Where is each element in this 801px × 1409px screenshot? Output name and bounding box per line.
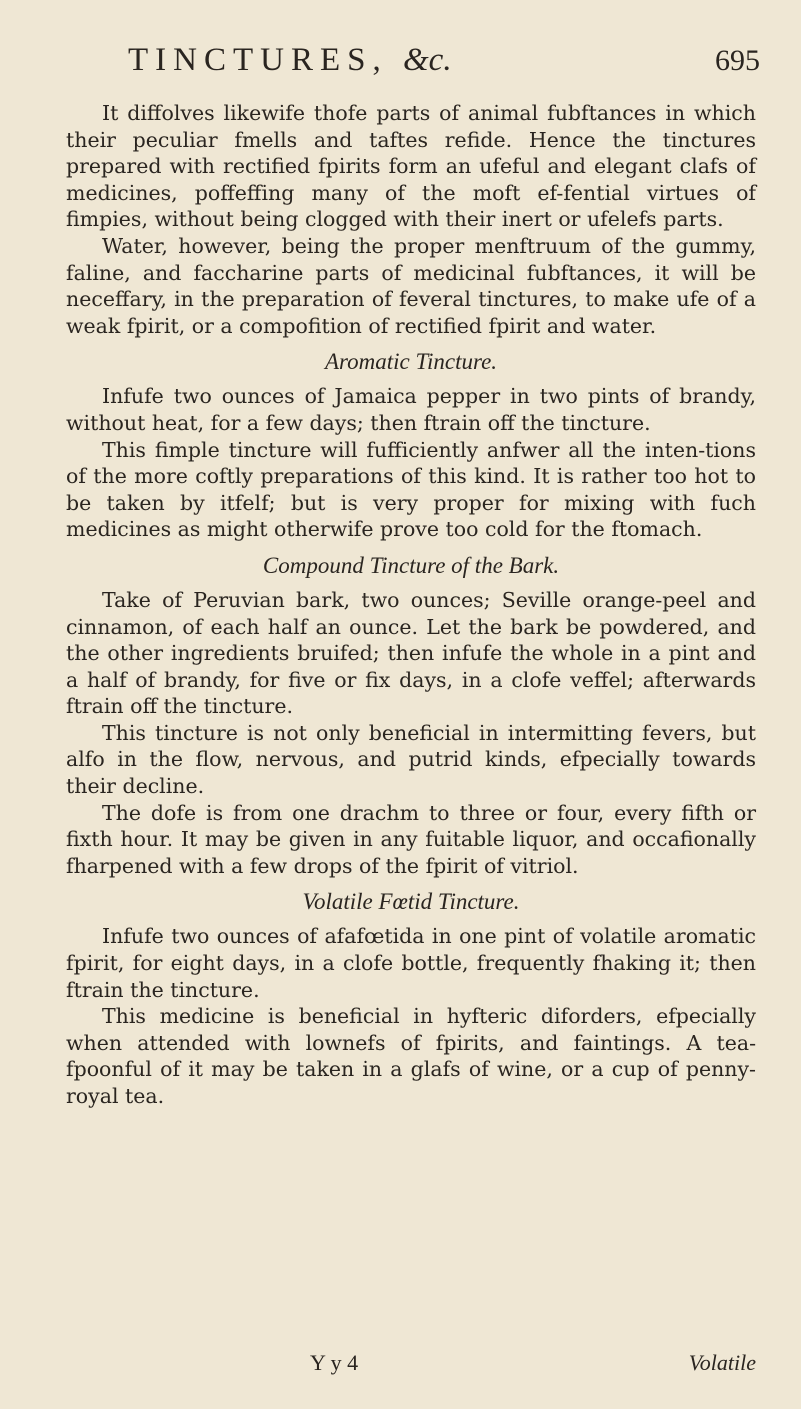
running-header bbox=[100, 40, 760, 90]
paragraph: This medicine is beneficial in hyfteric diforders, efpecially when attended with lownefs of fpirits, and faintings. A tea-fpoonful of it may be taken in a glafs of wine, or a cup of penny-royal tea. bbox=[66, 1004, 756, 1108]
section-heading: Compound Tincture of the Bark. bbox=[262, 552, 560, 578]
running-title bbox=[128, 42, 452, 79]
paragraph: This fimple tincture will fufficiently anfwer all the inten-tions of the more coftly preparations of this kind. It is rather too hot to be taken by itfelf; but is very proper for mixing with fuch medicines as might otherwife prove too cold for the ftomach. bbox=[66, 437, 756, 542]
running-title-text: TINCTURES, bbox=[128, 42, 388, 78]
signature-mark: Y y 4 bbox=[310, 1350, 359, 1375]
paragraph: It diffolves likewife thofe parts of animal fubftances in which their peculiar fmells and taftes refide. Hence the tinctures prepared with rectified fpirits form an ufeful and elegant clafs of medicines, poffeffing many of the moft ef-fential virtues of fimpies, without being clogged with their inert or ufelefs parts. bbox=[66, 101, 756, 232]
paragraph: Infufe two ounces of Jamaica pepper in two pints of brandy, without heat, for a few days; then ftrain off the tincture. bbox=[66, 384, 756, 435]
paragraph: Take of Peruvian bark, two ounces; Seville orange-peel and cinnamon, of each half an ounce. Let the bark be powdered, and the other ingredients bruifed; then infufe the whole in a pint and a half of brandy, for five or fix days, in a clofe veffel; afterwards ftrain off the tincture. bbox=[66, 587, 756, 719]
catchword: Volatile bbox=[688, 1350, 756, 1375]
body-text bbox=[66, 100, 756, 1110]
paragraph: Infufe two ounces of afafœtida in one pint of volatile aromatic fpirit, for eight days, in a clofe bottle, frequently fhaking it; then ftrain the tincture. bbox=[66, 924, 756, 1002]
paragraph: The dofe is from one drachm to three or four, every fifth or fixth hour. It may be given in any fuitable liquor, and occafionally fharpened with a few drops of the fpirit of vitriol. bbox=[66, 800, 756, 878]
running-title-etc: &c. bbox=[403, 42, 452, 78]
page-number: 695 bbox=[715, 44, 760, 77]
page-footer bbox=[66, 1350, 756, 1386]
section-heading: Aromatic Tincture. bbox=[324, 349, 498, 375]
paragraph: Water, however, being the proper menftruum of the gummy, faline, and faccharine parts of medicinal fubftances, it will be neceffary, in the preparation of feveral tinctures, to make ufe of a weak fpirit, or a compofition of rectified fpirit and water. bbox=[66, 233, 756, 338]
section-heading: Volatile Fœtid Tincture. bbox=[302, 889, 520, 915]
paragraph: This tincture is not only beneficial in intermitting fevers, but alfo in the flow, nervous, and putrid kinds, efpecially towards their decline. bbox=[66, 720, 756, 799]
